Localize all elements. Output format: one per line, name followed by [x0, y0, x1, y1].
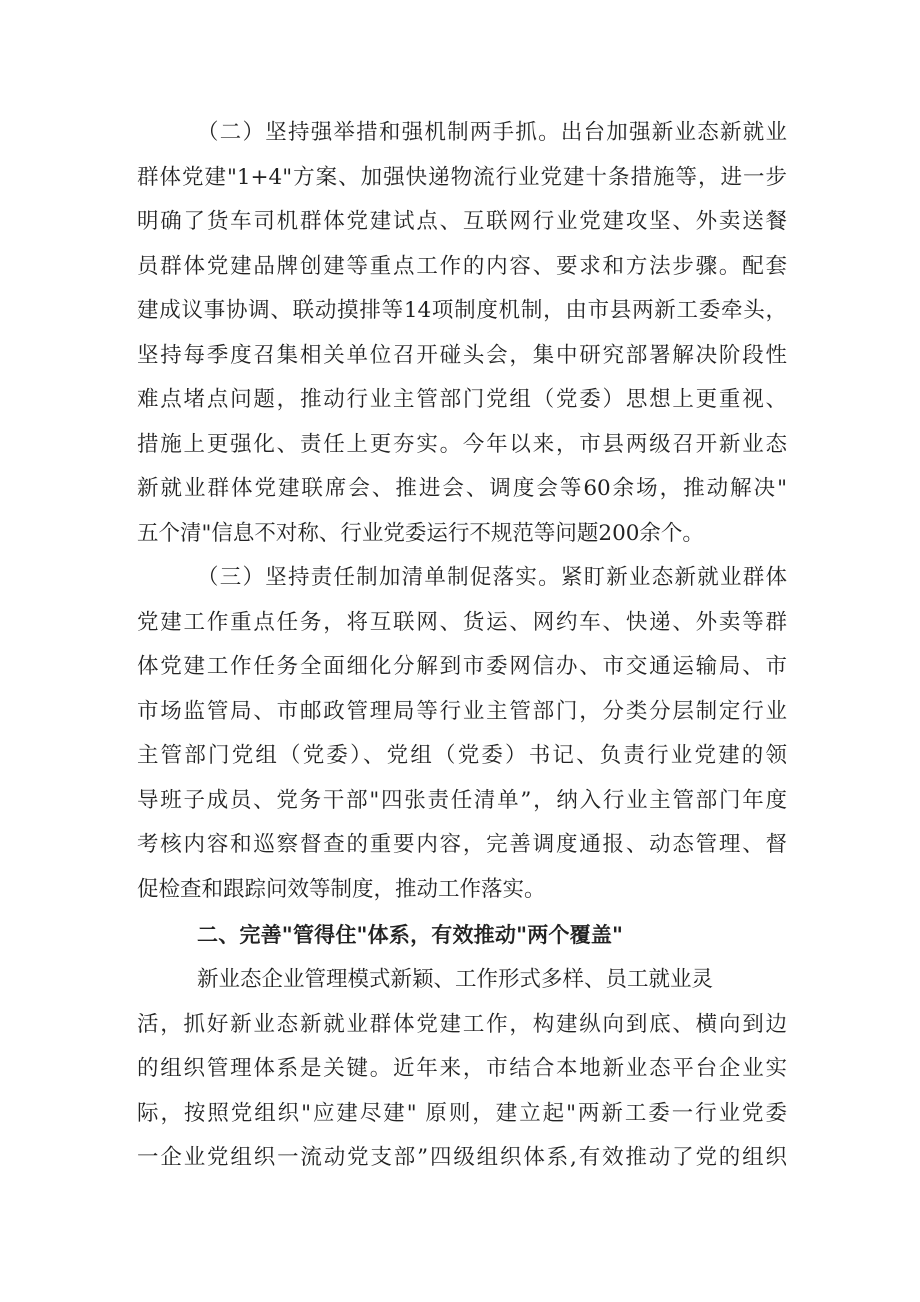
text-line: 导班子成员、党务干部"四张责任清单”，纳入行业主管部门年度 — [137, 787, 787, 813]
heading-text: 二、完善"管得住"体系，有效推动"两个覆盖" — [197, 923, 624, 947]
document-body — [137, 111, 787, 1181]
section-heading — [137, 912, 787, 958]
text-line: 群体党建"1+4"方案、加强快递物流行业党建十条措施等，进一步 — [137, 164, 787, 190]
text-line: 新就业群体党建联席会、推进会、调度会等60余场，推动解决" — [137, 476, 787, 501]
text-line: 体党建工作任务全面细化分解到市委网信办、市交通运输局、市 — [137, 654, 787, 679]
text-line: 一企业党组织一流动党支部”四级组织体系,有效推动了党的组织 — [137, 1145, 787, 1170]
text-line: 主管部门党组（党委）、党组（党委）书记、负责行业党建的领 — [137, 743, 787, 768]
text-line: 坚持每季度召集相关单位召开碰头会，集中研究部署解决阶段性 — [137, 342, 787, 368]
text-line: （三）坚持责任制加清单制促落实。紧盯新业态新就业群体 — [197, 565, 787, 590]
text-line: 的组织管理体系是关键。近年来，市结合本地新业态平台企业实 — [137, 1056, 787, 1081]
text-line: 际，按照党组织"应建尽建" 原则，建立起"两新工委一行业党委 — [137, 1100, 787, 1126]
text-line: 员群体党建品牌创建等重点工作的内容、要求和方法步骤。配套 — [137, 253, 787, 279]
paragraph-2-section — [137, 111, 787, 556]
paragraph-3-section — [137, 556, 787, 912]
text-line: 建成议事协调、联动摸排等14项制度机制，由市县两新工委牵头， — [137, 298, 787, 323]
text-line: 难点堵点问题，推动行业主管部门党组（党委）思想上更重视、 — [137, 387, 787, 412]
text-line: 促检查和跟踪问效等制度，推动工作落实。 — [137, 876, 546, 902]
paragraph-section-2-intro — [137, 958, 787, 1181]
text-line: 活，抓好新业态新就业群体党建工作，构建纵向到底、横向到边 — [137, 1011, 787, 1037]
text-line: 五个清"信息不对称、行业党委运行不规范等问题200余个。 — [137, 520, 704, 546]
text-line: 措施上更强化、责任上更夯实。今年以来，市县两级召开新业态 — [137, 431, 787, 457]
text-line: （二）坚持强举措和强机制两手抓。出台加强新业态新就业 — [197, 120, 787, 145]
text-line: 明确了货车司机群体党建试点、互联网行业党建攻坚、外卖送餐 — [137, 209, 787, 234]
text-line: 新业态企业管理模式新颖、工作形式多样、员工就业灵 — [197, 967, 714, 992]
text-line: 考核内容和巡察督查的重要内容，完善调度通报、动态管理、督 — [137, 832, 787, 857]
text-line: 市场监管局、市邮政管理局等行业主管部门，分类分层制定行业 — [137, 698, 787, 724]
text-line: 党建工作重点任务，将互联网、货运、网约车、快递、外卖等群 — [137, 609, 787, 635]
